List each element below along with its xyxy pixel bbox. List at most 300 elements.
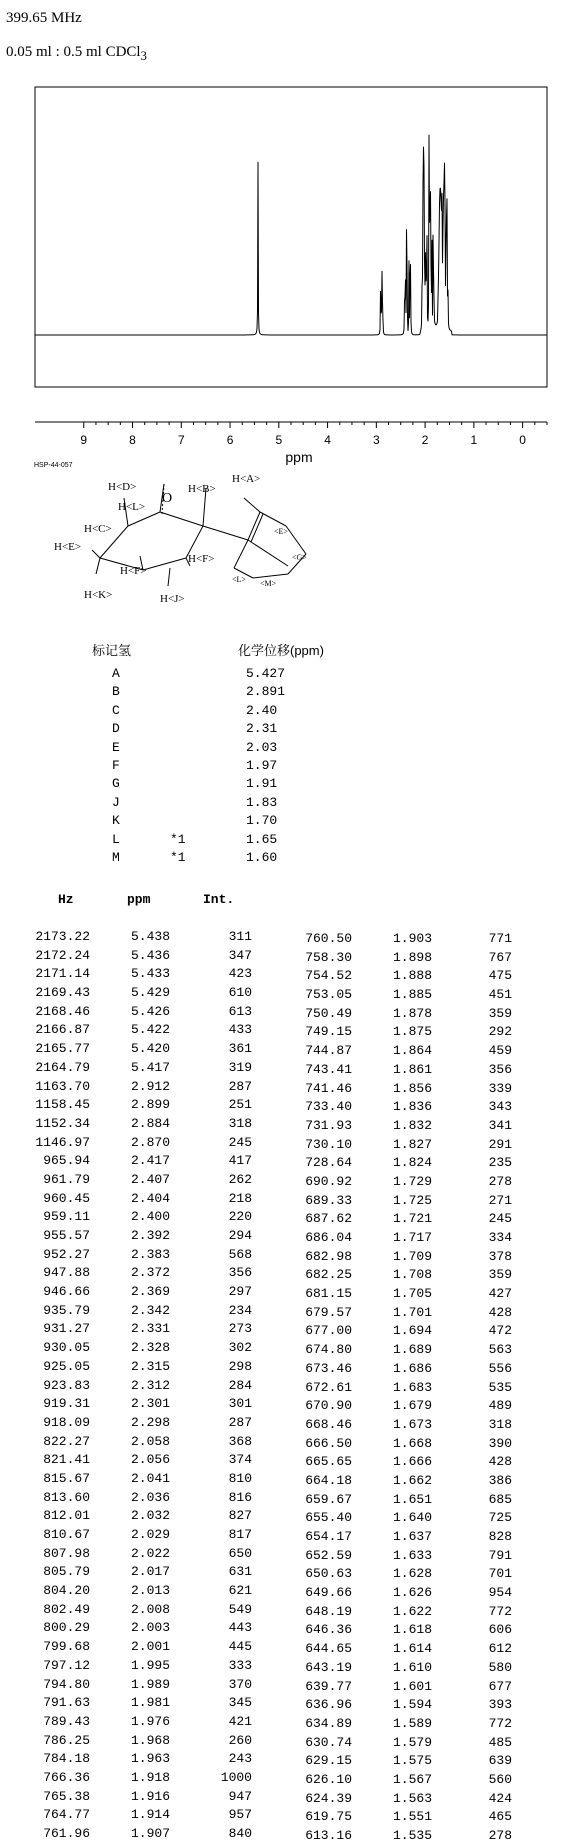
peak-ppm: 1.567	[392, 1771, 432, 1787]
peak-hz: 923.83	[43, 1377, 90, 1393]
shift-value: 2.891	[246, 684, 286, 700]
peak-row	[0, 1639, 260, 1658]
shift-row	[0, 666, 570, 684]
peak-int: 816	[228, 1489, 252, 1505]
shift-row	[0, 758, 570, 776]
peak-int: 333	[228, 1657, 252, 1673]
peak-int: 472	[488, 1323, 512, 1339]
peak-ppm: 1.575	[392, 1753, 432, 1769]
peak-hz: 2165.77	[35, 1041, 90, 1057]
peak-row	[0, 966, 260, 985]
peak-row	[0, 1564, 260, 1583]
nmr-spectrum-chart	[0, 82, 570, 467]
shift-row	[0, 832, 570, 850]
peak-int: 428	[488, 1304, 512, 1320]
peak-hz: 784.18	[43, 1751, 90, 1767]
peak-row	[0, 1191, 260, 1210]
peak-row	[0, 1527, 260, 1546]
peak-ppm: 2.312	[130, 1377, 170, 1393]
peak-row	[0, 1695, 260, 1714]
peak-row	[280, 1828, 570, 1847]
peak-ppm: 2.315	[130, 1358, 170, 1374]
peak-int: 347	[228, 947, 252, 963]
peak-int: 639	[488, 1753, 512, 1769]
shift-row	[0, 740, 570, 758]
peak-int: 378	[488, 1248, 512, 1264]
peak-ppm: 1.626	[392, 1585, 432, 1601]
peak-ppm: 2.017	[130, 1564, 170, 1580]
peak-int: 278	[488, 1173, 512, 1189]
peak-row	[0, 1714, 260, 1733]
label-h-f1: H<F>	[120, 565, 147, 577]
peak-row	[0, 1620, 260, 1639]
peak-hz: 666.50	[305, 1435, 352, 1451]
shift-label: J	[112, 794, 120, 810]
peak-hz: 664.18	[305, 1472, 352, 1488]
peak-row	[0, 1490, 260, 1509]
peak-ppm: 1.579	[392, 1734, 432, 1750]
peak-hz: 931.27	[43, 1321, 90, 1337]
peak-hz: 960.45	[43, 1190, 90, 1206]
peak-hz: 804.20	[43, 1583, 90, 1599]
peak-int: 390	[488, 1435, 512, 1451]
peak-ppm: 1.832	[392, 1117, 432, 1133]
peak-row	[280, 1641, 570, 1660]
peak-row	[280, 1062, 570, 1081]
peak-hz: 728.64	[305, 1155, 352, 1171]
peak-int: 701	[488, 1566, 512, 1582]
peak-ppm: 2.298	[130, 1414, 170, 1430]
peak-ppm: 1.963	[130, 1751, 170, 1767]
peak-int: 260	[228, 1732, 252, 1748]
peak-hz: 791.63	[43, 1695, 90, 1711]
peak-row	[0, 1247, 260, 1266]
peak-row	[280, 1772, 570, 1791]
peak-hz: 935.79	[43, 1302, 90, 1318]
peak-row	[0, 1807, 260, 1826]
peak-row	[280, 1043, 570, 1062]
peak-row	[0, 1508, 260, 1527]
peak-ppm: 5.429	[130, 985, 170, 1001]
peak-ppm: 5.433	[130, 966, 170, 982]
peak-row	[0, 1041, 260, 1060]
shift-value: 1.65	[246, 831, 278, 847]
peak-ppm: 1.622	[392, 1603, 432, 1619]
peak-ppm: 1.551	[392, 1809, 432, 1825]
peak-int: 475	[488, 968, 512, 984]
peak-hz: 646.36	[305, 1622, 352, 1638]
peak-row	[280, 1716, 570, 1735]
peak-hz: 679.57	[305, 1304, 352, 1320]
peak-row	[0, 1770, 260, 1789]
solvent-info	[6, 44, 147, 64]
shift-value: 1.70	[246, 813, 278, 829]
peak-row	[280, 987, 570, 1006]
peak-ppm: 2.870	[130, 1134, 170, 1150]
peak-row	[280, 1006, 570, 1025]
peak-hz: 955.57	[43, 1228, 90, 1243]
peak-row	[280, 1660, 570, 1679]
peak-ppm: 1.729	[392, 1173, 432, 1189]
peak-ppm: 1.673	[392, 1416, 432, 1432]
shift-row	[0, 703, 570, 721]
peak-ppm: 2.899	[130, 1097, 170, 1113]
peak-hz: 636.96	[305, 1697, 352, 1713]
peak-hz: 930.05	[43, 1340, 90, 1356]
peak-hz: 758.30	[305, 949, 352, 965]
label-h-c: H<C>	[84, 523, 112, 535]
peak-int: 810	[228, 1470, 252, 1486]
peak-ppm: 1.981	[130, 1695, 170, 1711]
peak-ppm: 2.392	[130, 1228, 170, 1243]
peak-row	[280, 931, 570, 950]
x-tick-label: 2	[421, 433, 429, 447]
peak-row	[0, 1471, 260, 1490]
peak-hz: 731.93	[305, 1117, 352, 1133]
peak-ppm: 1.976	[130, 1713, 170, 1729]
peak-row	[280, 1118, 570, 1137]
label-ring-g: <G>	[292, 553, 307, 562]
peak-hz: 687.62	[305, 1211, 352, 1227]
peak-hz: 2166.87	[35, 1022, 90, 1038]
peak-hz: 668.46	[305, 1416, 352, 1432]
peak-int: 443	[228, 1620, 252, 1636]
peak-ppm: 1.836	[392, 1099, 432, 1115]
peak-ppm: 5.417	[130, 1059, 170, 1075]
peak-row	[280, 1286, 570, 1305]
shift-col-label-header: 标记氢	[92, 643, 132, 658]
spectrum-trace	[35, 135, 547, 335]
peak-row	[280, 1081, 570, 1100]
peak-int: 549	[228, 1601, 252, 1617]
peak-int: 343	[488, 1099, 512, 1115]
peak-int: 451	[488, 987, 512, 1003]
peak-hz: 2164.79	[35, 1059, 90, 1075]
label-o: O	[162, 491, 173, 506]
peak-row	[0, 1583, 260, 1602]
shift-value: 1.97	[246, 757, 278, 773]
peak-int: 374	[228, 1452, 252, 1468]
peak-row	[0, 1751, 260, 1770]
peak-row	[0, 1546, 260, 1565]
peak-row	[280, 1679, 570, 1698]
peak-int: 370	[228, 1676, 252, 1692]
peak-ppm: 2.369	[130, 1284, 170, 1300]
shift-label: B	[112, 684, 120, 700]
peak-ppm: 1.610	[392, 1659, 432, 1675]
peak-ppm: 1.861	[392, 1061, 432, 1077]
peak-hz: 821.41	[43, 1452, 90, 1468]
peak-int: 243	[228, 1751, 252, 1767]
peak-row	[0, 1022, 260, 1041]
peak-row	[280, 1137, 570, 1156]
peak-int: 368	[228, 1433, 252, 1449]
peak-row	[280, 1361, 570, 1380]
peak-ppm: 1.662	[392, 1472, 432, 1488]
peak-int: 287	[228, 1078, 252, 1094]
peak-hz: 800.29	[43, 1620, 90, 1636]
peak-row	[0, 1602, 260, 1621]
sample-code: HSP-44-057	[34, 462, 73, 469]
peak-int: 954	[488, 1585, 512, 1601]
peak-int: 840	[228, 1826, 252, 1841]
peak-ppm: 2.058	[130, 1433, 170, 1449]
peak-hz: 750.49	[305, 1005, 352, 1021]
peak-int: 273	[228, 1321, 252, 1337]
peak-row	[280, 1417, 570, 1436]
peak-hz: 918.09	[43, 1414, 90, 1430]
peak-row	[280, 1193, 570, 1212]
peak-row	[0, 1228, 260, 1247]
peak-row	[0, 1396, 260, 1415]
peak-row	[280, 1510, 570, 1529]
peak-hz: 789.43	[43, 1713, 90, 1729]
peak-int: 556	[488, 1360, 512, 1376]
peak-row	[280, 1155, 570, 1174]
peak-int: 580	[488, 1659, 512, 1675]
peak-int: 235	[488, 1155, 512, 1171]
peak-row	[0, 985, 260, 1004]
peak-row	[0, 1359, 260, 1378]
peak-hz: 807.98	[43, 1545, 90, 1561]
peak-row	[280, 1604, 570, 1623]
peak-hz: 659.67	[305, 1491, 352, 1507]
peak-hz: 786.25	[43, 1732, 90, 1748]
peak-hz: 959.11	[43, 1209, 90, 1225]
shift-label: D	[112, 721, 120, 737]
peak-ppm: 1.589	[392, 1715, 432, 1731]
peak-int: 767	[488, 949, 512, 965]
peak-hz: 741.46	[305, 1080, 352, 1096]
peak-int: 218	[228, 1190, 252, 1206]
peak-hz: 682.98	[305, 1248, 352, 1264]
label-h-k: H<K>	[84, 589, 113, 601]
peak-int: 302	[228, 1340, 252, 1356]
peak-int: 428	[488, 1454, 512, 1470]
peak-row	[280, 1342, 570, 1361]
shift-row	[0, 813, 570, 831]
peak-hz: 952.27	[43, 1246, 90, 1262]
peak-hz: 919.31	[43, 1396, 90, 1412]
peak-hz: 1163.70	[35, 1078, 90, 1094]
peak-row	[280, 1454, 570, 1473]
peak-hz: 822.27	[43, 1433, 90, 1449]
peak-hz: 1152.34	[35, 1115, 90, 1131]
peak-int: 791	[488, 1547, 512, 1563]
peak-int: 356	[228, 1265, 252, 1281]
label-ring-m: <M>	[260, 579, 277, 588]
peak-hz: 797.12	[43, 1657, 90, 1673]
shift-value: 1.60	[246, 849, 278, 865]
peak-hz: 2173.22	[35, 929, 90, 944]
x-tick-label: 6	[226, 433, 234, 447]
peak-row	[0, 1452, 260, 1471]
peak-int: 301	[228, 1396, 252, 1412]
peak-hz: 947.88	[43, 1265, 90, 1281]
peak-row	[280, 1267, 570, 1286]
peak-ppm: 5.426	[130, 1003, 170, 1019]
peak-hz: 654.17	[305, 1529, 352, 1544]
peak-hz: 764.77	[43, 1807, 90, 1823]
peak-hz: 744.87	[305, 1043, 352, 1059]
peak-int: 341	[488, 1117, 512, 1133]
peak-ppm: 5.422	[130, 1022, 170, 1038]
peak-ppm: 1.824	[392, 1155, 432, 1171]
peak-row	[280, 1473, 570, 1492]
peak-ppm: 2.342	[130, 1302, 170, 1318]
shift-value: 2.03	[246, 739, 278, 755]
peak-int: 298	[228, 1358, 252, 1374]
peak-ppm: 1.701	[392, 1304, 432, 1320]
peak-int: 271	[488, 1192, 512, 1208]
peak-int: 423	[228, 966, 252, 982]
peak-hz: 794.80	[43, 1676, 90, 1692]
peak-row	[280, 1697, 570, 1716]
peak-hz: 753.05	[305, 987, 352, 1003]
peak-hz: 643.19	[305, 1659, 352, 1675]
peak-ppm: 1.856	[392, 1080, 432, 1096]
peak-int: 220	[228, 1209, 252, 1225]
solvent-text: 0.05 ml : 0.5 ml CDCl	[6, 44, 141, 60]
peak-hz: 760.50	[305, 931, 352, 946]
label-ring-e: <E>	[274, 527, 288, 536]
peak-int: 827	[228, 1508, 252, 1524]
peak-int: 563	[488, 1342, 512, 1358]
shift-label: E	[112, 739, 120, 755]
peak-int: 445	[228, 1639, 252, 1655]
peak-int: 245	[488, 1211, 512, 1227]
shift-label: M	[112, 849, 120, 865]
peak-ppm: 2.400	[130, 1209, 170, 1225]
peak-ppm: 2.008	[130, 1601, 170, 1617]
peak-row	[280, 1174, 570, 1193]
label-h-a: H<A>	[232, 473, 261, 485]
peak-row	[280, 1249, 570, 1268]
peak-ppm: 2.328	[130, 1340, 170, 1356]
peak-row	[280, 1735, 570, 1754]
peak-row	[0, 1209, 260, 1228]
peak-ppm: 1.903	[392, 931, 432, 946]
peak-int: 297	[228, 1284, 252, 1300]
peak-hz: 648.19	[305, 1603, 352, 1619]
peak-hz: 810.67	[43, 1527, 90, 1542]
label-ring-l: <L>	[232, 575, 246, 584]
label-h-f2: H<F>	[188, 553, 215, 565]
peak-row	[0, 948, 260, 967]
peak-row	[0, 1060, 260, 1079]
peak-ppm: 1.709	[392, 1248, 432, 1264]
peak-ppm: 2.029	[130, 1527, 170, 1542]
peak-ppm: 1.683	[392, 1379, 432, 1395]
peak-row	[0, 1004, 260, 1023]
peak-ppm: 1.827	[392, 1136, 432, 1152]
peak-ppm: 1.628	[392, 1566, 432, 1582]
peak-hz: 634.89	[305, 1715, 352, 1731]
peak-int: 465	[488, 1809, 512, 1825]
x-tick-label: 0	[519, 433, 526, 447]
peak-int: 772	[488, 1715, 512, 1731]
shift-value: 1.83	[246, 794, 278, 810]
peak-row	[0, 1153, 260, 1172]
peak-int: 421	[228, 1713, 252, 1729]
peak-ppm: 5.438	[130, 929, 170, 944]
peak-row	[280, 1566, 570, 1585]
peak-ppm: 2.001	[130, 1639, 170, 1655]
peak-int: 424	[488, 1790, 512, 1806]
peak-row	[0, 1415, 260, 1434]
peak-int: 292	[488, 1024, 512, 1040]
peak-hz: 813.60	[43, 1489, 90, 1505]
peak-row	[0, 1265, 260, 1284]
peak-ppm: 1.885	[392, 987, 432, 1003]
peak-hz: 730.10	[305, 1136, 352, 1152]
peak-col-int-header: Int.	[203, 892, 235, 907]
peak-ppm: 1.640	[392, 1510, 432, 1526]
peak-hz: 946.66	[43, 1284, 90, 1300]
peak-int: 318	[488, 1416, 512, 1432]
peak-int: 772	[488, 1603, 512, 1619]
peak-hz: 799.68	[43, 1639, 90, 1655]
peak-hz: 650.63	[305, 1566, 352, 1582]
peak-hz: 815.67	[43, 1470, 90, 1486]
peak-hz: 655.40	[305, 1510, 352, 1526]
peak-hz: 2168.46	[35, 1003, 90, 1019]
peak-ppm: 1.878	[392, 1005, 432, 1021]
label-h-b: H<B>	[188, 483, 216, 495]
peak-hz: 1146.97	[35, 1134, 90, 1150]
peak-row	[280, 1492, 570, 1511]
peak-hz: 802.49	[43, 1601, 90, 1617]
peak-ppm: 2.022	[130, 1545, 170, 1561]
peak-ppm: 1.888	[392, 968, 432, 984]
peak-ppm: 1.535	[392, 1828, 432, 1843]
peak-row	[280, 1323, 570, 1342]
peak-int: 294	[228, 1228, 252, 1243]
label-h-l: H<L>	[118, 501, 146, 513]
peak-int: 386	[488, 1472, 512, 1488]
peak-hz: 629.15	[305, 1753, 352, 1769]
peak-hz: 812.01	[43, 1508, 90, 1524]
peak-ppm: 1.968	[130, 1732, 170, 1748]
peak-row	[0, 1172, 260, 1191]
peak-hz: 761.96	[43, 1826, 90, 1841]
peak-ppm: 1.916	[130, 1788, 170, 1804]
peak-ppm: 2.331	[130, 1321, 170, 1337]
peak-ppm: 1.907	[130, 1826, 170, 1841]
peak-ppm: 2.013	[130, 1583, 170, 1599]
peak-row	[0, 1378, 260, 1397]
peak-int: 1000	[220, 1769, 252, 1785]
peak-ppm: 1.694	[392, 1323, 432, 1339]
peak-hz: 665.65	[305, 1454, 352, 1470]
peak-hz: 689.33	[305, 1192, 352, 1208]
peak-int: 621	[228, 1583, 252, 1599]
peak-int: 356	[488, 1061, 512, 1077]
shift-table	[0, 666, 570, 868]
peak-ppm: 1.864	[392, 1043, 432, 1059]
peak-hz: 686.04	[305, 1230, 352, 1245]
peak-int: 245	[228, 1134, 252, 1150]
peak-ppm: 1.594	[392, 1697, 432, 1713]
shift-row	[0, 721, 570, 739]
peak-hz: 749.15	[305, 1024, 352, 1040]
peak-int: 361	[228, 1041, 252, 1057]
molecule-structure	[48, 470, 368, 630]
peak-ppm: 1.668	[392, 1435, 432, 1451]
peak-int: 287	[228, 1414, 252, 1430]
peak-ppm: 1.618	[392, 1622, 432, 1638]
label-h-d: H<D>	[108, 481, 137, 493]
